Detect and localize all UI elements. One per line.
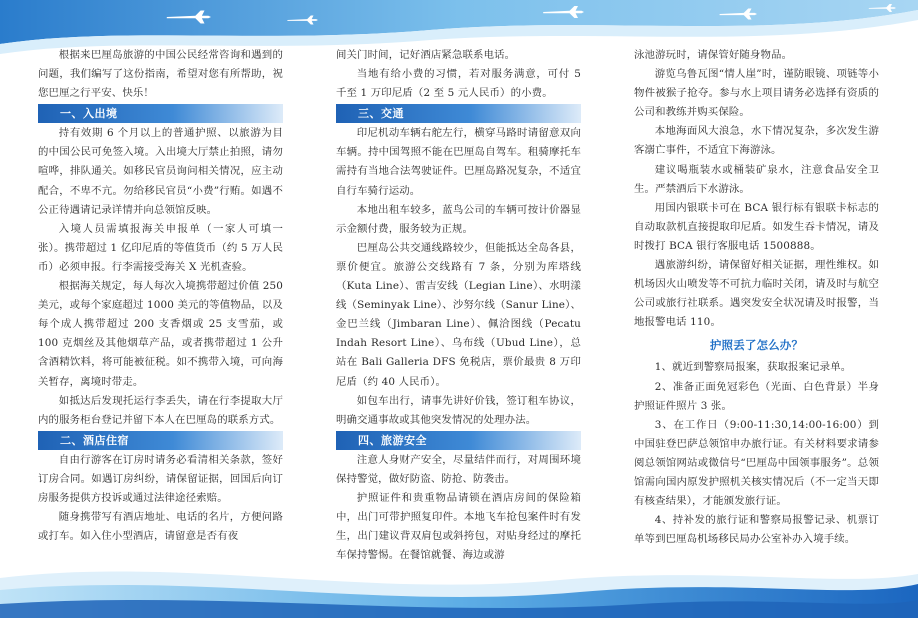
paragraph: 注意人身财产安全，尽量结伴而行，对周围环境保持警觉，做好防盗、防抢、防袭击。 (336, 453, 581, 485)
section-heading-entry-exit: 一、入出境 (38, 104, 283, 123)
paragraph: 根据海关规定，每人每次入境携带超过价值 250 美元，或每个家庭超过 1000 美元的等值物品，以及每个成人携带超过 200 支香烟或 25 支雪茄，或 100 克烟丝及其他烟草产品，或者携带超过 1 公升含酒精饮料，将可能被征税。如不携带入境，可向海关暂存，离境时带走。 (38, 280, 283, 388)
list-item: 1、就近到警察局报案，获取报案记录单。 (654, 361, 852, 374)
paragraph: 当地有给小费的习惯，若对服务满意，可付 5 千至 1 万印尼盾（2 至 5 元人民币）的小费。 (336, 68, 581, 100)
paragraph: 护照证件和贵重物品请锁在酒店房间的保险箱中，出门可带护照复印件。本地飞车抢包案件时有发生，出门建议背双肩包或斜挎包，对贴身经过的摩托车保持警惕。在餐馆就餐、海边或游 (336, 491, 581, 562)
paragraph: 本地海面风大浪急，水下情况复杂，多次发生游客溺亡事件，不适宜下海游泳。 (634, 125, 879, 157)
section-heading-safety: 四、旅游安全 (336, 431, 581, 450)
paragraph: 持有效期 6 个月以上的普通护照、以旅游为目的中国公民可免签入境。入出境大厅禁止拍照，请勿喧哗，排队通关。如移民官员询问相关情况，应主动配合，不卑不亢。勿给移民官员“小费”行贿。如遇不公正待遇请记录详情并向总领馆反映。 (38, 127, 283, 216)
paragraph: 本地出租车较多，蓝鸟公司的车辆可按计价器显示金额付费，服务较为正规。 (336, 203, 581, 235)
section-heading-hotel: 二、酒店住宿 (38, 431, 283, 450)
paragraph: 随身携带写有酒店地址、电话的名片，方便问路或打车。如入住小型酒店，请留意是否有夜 (38, 511, 283, 543)
bottom-wave-banner (0, 538, 918, 618)
column-middle (336, 46, 581, 565)
column-left (38, 46, 283, 546)
column-right (634, 46, 879, 549)
paragraph: 泳池游玩时，请保管好随身物品。 (634, 49, 793, 61)
list-item: 4、持补发的旅行证和警察局报警记录、机票订单等到巴厘岛机场移民局办公室补办入境手续。 (634, 514, 879, 546)
paragraph: 建议喝瓶装水或桶装矿泉水，注意食品安全卫生。严禁酒后下水游泳。 (634, 163, 879, 195)
paragraph: 自由行游客在订房时请务必看清相关条款，签好订房合同。如遇订房纠纷，请保留证据，回国后向订房服务提供方投诉或通过法律途径索赔。 (38, 453, 283, 504)
paragraph: 间关门时间，记好酒店紧急联系电话。 (336, 49, 516, 61)
paragraph: 如抵达后发现托运行李丢失，请在行李提取大厅内的服务柜台登记并留下本人在巴厘岛的联系方式。 (38, 394, 283, 426)
list-item: 3、在工作日（9:00-11:30,14:00-16:00）到中国驻登巴萨总领馆申办旅行证。有关材料要求请参阅总领馆网站或微信号“巴厘岛中国领事服务”。总领馆需向国内原发护照机关核实情况后（不一定当天即有核查结果），才能颁发旅行证。 (634, 418, 879, 508)
section-heading-transport: 三、交通 (336, 104, 581, 123)
paragraph: 用国内银联卡可在 BCA 银行标有银联卡标志的自动取款机直接提取印尼盾。如发生吞卡情况，请及时拨打 BCA 银行客服电话 1500888。 (634, 201, 879, 252)
intro-paragraph: 根据来巴厘岛旅游的中国公民经常咨询和遇到的问题，我们编写了这份指南，希望对您有所帮助，祝您巴厘之行平安、快乐！ (38, 49, 283, 100)
paragraph: 如包车出行，请事先讲好价钱，签订租车协议，明确交通事故或其他突发情况的处理办法。 (336, 394, 581, 426)
paragraph: 入境人员需填报海关申报单（一家人可填一张）。携带超过 1 亿印尼盾的等值货币（约 5 万人民币）必须申报。行李需接受海关 X 光机查验。 (38, 222, 283, 273)
paragraph: 游览乌鲁瓦图“情人崖”时，谨防眼镜、项链等小物件被猴子抢夺。参与水上项目请务必选择有资质的公司和教练并购买保险。 (634, 68, 879, 119)
lost-passport-heading: 护照丢了怎么办？ (709, 338, 804, 353)
paragraph: 印尼机动车辆右舵左行，横穿马路时请留意双向车辆。持中国驾照不能在巴厘岛自驾车。租骑摩托车需持有当地合法驾驶证件。巴厘岛路况复杂，不适宜自行车骑行运动。 (336, 127, 581, 197)
list-item: 2、准备正面免冠彩色（光面、白色背景）半身护照证件照片 3 张。 (634, 380, 879, 412)
paragraph: 巴厘岛公共交通线路较少，但能抵达全岛各县，票价便宜。旅游公交线路有 7 条，分别为库塔线（Kuta Line）、雷吉安线（Legian Line）、水明漾线（Seminyak Line）、沙努尔线（Sanur Line）、金巴兰线（Jimbaran Line）、佩洽图线（Pecatu Indah Resort Line）、乌布线（Ubud Line），总站在 Bali Galleria DFS 免税店，票价最贵 8 万印尼盾（约 40 人民币）。 (336, 241, 581, 388)
paragraph: 遇旅游纠纷，请保留好相关证据，理性维权。如机场因火山喷发等不可抗力临时关闭，请及时与航空公司或旅行社联系。遇突发安全状况请及时报警，当地报警电话 110。 (634, 259, 879, 329)
